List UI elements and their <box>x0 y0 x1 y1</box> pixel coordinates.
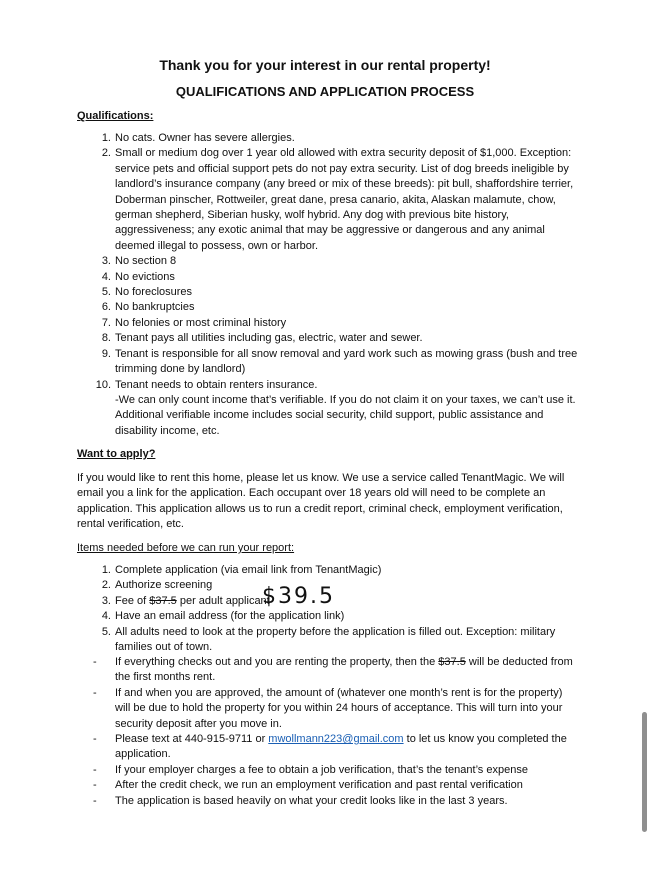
list-item: 5. No foreclosures <box>101 286 193 299</box>
list-item: 7. No felonies or most criminal history <box>101 316 287 329</box>
scrollbar-thumb[interactable] <box>642 712 647 832</box>
items-needed-list <box>77 563 579 655</box>
struck-fee: $37.5 <box>438 656 466 668</box>
income-note: -We can only count income that’s verifiable. If you do not claim it on your taxes, we can’t use it. Additional verifiable income includes social security, child support, public assistance and disability income, etc. <box>115 393 576 437</box>
page-title: Thank you for your interest in our rental property! <box>159 57 491 73</box>
list-item: 2. Small or medium dog over 1 year old allowed with extra security deposit of $1,000. Exception: service pets and official support pets do not pay extra security. List of dog breeds ineligible by landlord’s insurance company (any breed or mix of these breeds): pit bull, shaffordshire terrier, Doberman pinscher, Rottweiler, great dane, presa canario, akita, Alaskan malamute, chow, german shepherd, Siberian husky, wolf hybrid. Any dog with previous bite history, aggressiveness; any exotic animal that may be aggressive or dangerous and any animal deemed illegal to possess, own or harbor. <box>101 147 574 252</box>
list-item: 3. No section 8 <box>101 255 177 268</box>
email-link[interactable]: mwollmann223@gmail.com <box>268 733 404 746</box>
list-item: 3. Fee of $37.5 per adult applicant <box>101 594 270 607</box>
page-subtitle: QUALIFICATIONS AND APPLICATION PROCESS <box>175 84 475 99</box>
list-item: 4. No evictions <box>101 270 175 283</box>
list-item: 5. All adults need to look at the property before the application is filled out. Exception: military families out of town. <box>101 625 556 654</box>
items-needed-heading: Items needed before we can run your report: <box>77 542 295 554</box>
list-item: - If everything checks out and you are renting the property, then the $37.5 will be deducted from the first months rent. <box>93 656 573 684</box>
list-item: 9. Tenant is responsible for all snow removal and yard work such as mowing grass (bush and tree trimming done by landlord) <box>101 347 578 376</box>
handwritten-fee: $39.5 <box>262 584 335 609</box>
list-item: 4. Have an email address (for the application link) <box>101 610 345 623</box>
list-item: - The application is based heavily on what your credit looks like in the last 3 years. <box>93 794 508 807</box>
apply-heading: Want to apply? <box>77 448 156 460</box>
list-item: 6. No bankruptcies <box>101 301 195 314</box>
struck-fee: $37.5 <box>149 594 177 607</box>
list-item: - If and when you are approved, the amount of (whatever one month’s rent is for the property) will be due to hold the property for you within 24 hours of acceptance. This will turn into your security deposit after you move in. <box>93 686 563 730</box>
list-item: 2. Authorize screening <box>101 579 213 592</box>
qualifications-list <box>77 131 579 439</box>
notes-list <box>77 655 579 809</box>
apply-paragraph: If you would like to rent this home, please let us know. We use a service called TenantMagic. We will email you a link for the application. Each occupant over 18 years old will need to be complete an application. This application allows us to run a credit report, criminal check, employment verification, rental verification, etc. <box>77 472 565 531</box>
list-item: 1. No cats. Owner has severe allergies. <box>101 132 295 144</box>
list-item: 1. Complete application (via email link from TenantMagic) <box>101 564 382 576</box>
list-item: 10. Tenant needs to obtain renters insurance. <box>95 378 318 391</box>
list-item: - If your employer charges a fee to obtain a job verification, that’s the tenant’s expense <box>93 763 528 776</box>
list-item: - Please text at 440-915-9711 or mwollmann223@gmail.com to let us know you completed the application. <box>93 733 567 761</box>
qualifications-heading: Qualifications: <box>77 110 154 122</box>
list-item: 8. Tenant pays all utilities including gas, electric, water and sewer. <box>101 332 423 345</box>
list-item: - After the credit check, we run an employment verification and past rental verification <box>93 779 523 792</box>
